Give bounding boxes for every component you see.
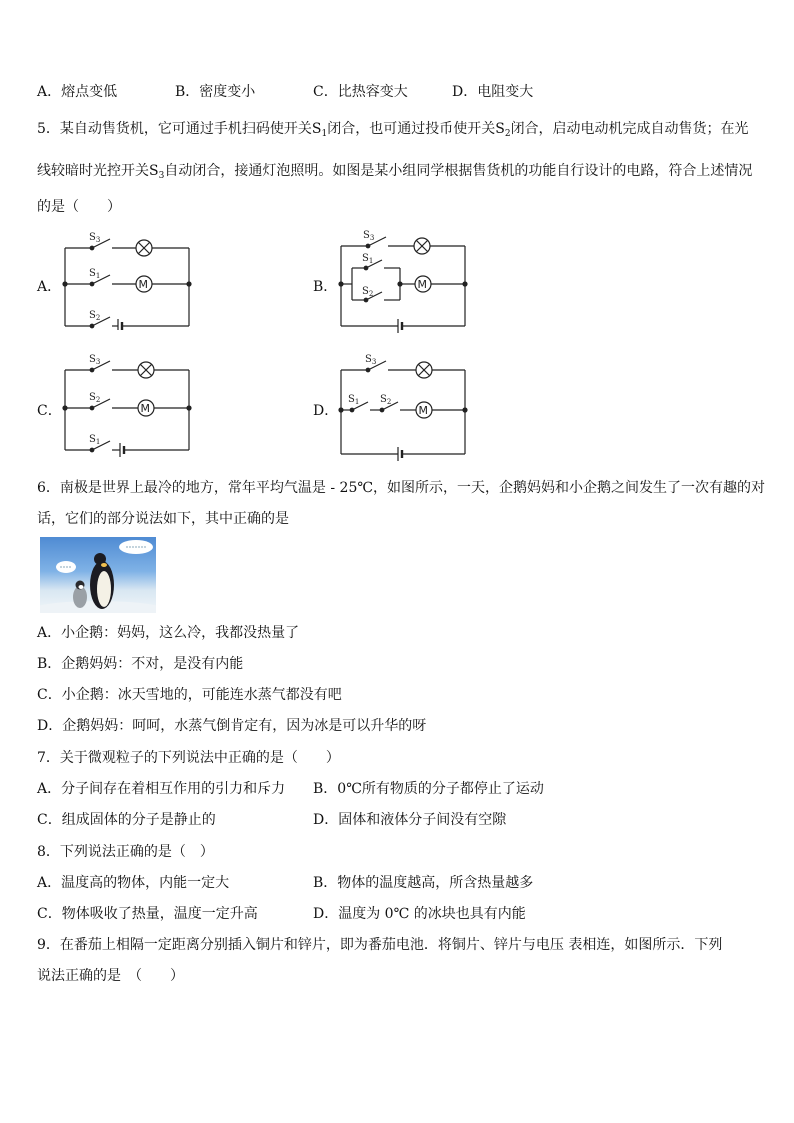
- q4-option-c: C．比热容变大: [313, 84, 408, 100]
- svg-text:S2: $S_2$: [89, 310, 101, 322]
- svg-text:S3: $S_3$: [89, 232, 101, 244]
- q5-stem-line3: 的是（ ）: [37, 199, 121, 215]
- q5-stem-line1: 5．某自动售货机，它可通过手机扫码使开关$S_1$闭合，也可通过投币使开关$S_2$闭合，启动电动机完成自动售货；在光: [37, 121, 749, 139]
- q8-stem: 8．下列说法正确的是（ ）: [37, 844, 214, 860]
- q6-option-a: A．小企鹅：妈妈，这么冷，我都没热量了: [37, 625, 300, 641]
- svg-text:S2: $S_2$: [380, 394, 392, 406]
- q4-option-d: D．电阻变大: [452, 84, 534, 100]
- q5-label-d: D．: [313, 403, 339, 419]
- svg-text:S1: $S_1$: [362, 253, 374, 265]
- circuit-diagram-c: [62, 352, 197, 457]
- svg-text:S3: $S_3$: [89, 354, 101, 366]
- q4-option-b: B．密度变小: [175, 84, 256, 100]
- q6-option-b: B．企鹅妈妈：不对，是没有内能: [37, 656, 244, 672]
- q5-label-b: B．: [313, 279, 338, 295]
- q6-stem-line1: 6．南极是世界上最冷的地方，常年平均气温是 - 25℃，如图所示，一天，企鹅妈妈和小企鹅之间发生了一次有趣的对: [37, 480, 766, 496]
- q7-stem: 7．关于微观粒子的下列说法中正确的是（ ）: [37, 750, 340, 766]
- svg-text:S2: $S_2$: [362, 286, 374, 298]
- q5-label-a: A．: [37, 279, 62, 295]
- q6-option-d: D．企鹅妈妈：呵呵，水蒸气倒肯定有，因为冰是可以升华的呀: [37, 718, 427, 734]
- q7-option-b: B．0℃所有物质的分子都停止了运动: [313, 781, 544, 797]
- q4-option-a: A．熔点变低: [37, 84, 118, 100]
- q8-option-d: D．温度为 0℃ 的冰块也具有内能: [313, 906, 526, 922]
- svg-text:M: M: [138, 278, 148, 291]
- penguin-photo: [40, 537, 156, 613]
- q8-option-b: B．物体的温度越高，所含热量越多: [313, 875, 534, 891]
- svg-text:S2: $S_2$: [89, 392, 101, 404]
- q7-option-c: C．组成固体的分子是静止的: [37, 812, 216, 828]
- q8-option-a: A．温度高的物体，内能一定大: [37, 875, 230, 891]
- q9-stem-line2: 说法正确的是 （ ）: [37, 968, 184, 984]
- q8-option-c: C．物体吸收了热量，温度一定升高: [37, 906, 258, 922]
- svg-text:S1: $S_1$: [89, 434, 101, 446]
- circuit-diagram-a: [62, 230, 197, 330]
- svg-text:M: M: [140, 402, 150, 415]
- q7-option-a: A．分子间存在着相互作用的引力和斥力: [37, 781, 286, 797]
- q5-label-c: C．: [37, 403, 62, 419]
- q7-option-d: D．固体和液体分子间没有空隙: [313, 812, 507, 828]
- q6-option-c: C．小企鹅：冰天雪地的，可能连水蒸气都没有吧: [37, 687, 342, 703]
- svg-text:M: M: [417, 278, 427, 291]
- circuit-diagram-d: [338, 352, 473, 462]
- circuit-diagram-b: [338, 228, 473, 333]
- q6-stem-line2: 话，它们的部分说法如下，其中正确的是: [37, 511, 289, 527]
- q5-stem-line2: 线较暗时光控开关$S_3$自动闭合，接通灯泡照明。如图是某小组同学根据售货机的功能自行设计的电路，符合上述情况: [37, 163, 753, 181]
- svg-text:S1: $S_1$: [348, 394, 360, 406]
- svg-text:S3: $S_3$: [363, 230, 375, 242]
- q9-stem-line1: 9．在番茄上相隔一定距离分别插入铜片和锌片，即为番茄电池．将铜片、锌片与电压 表相连，如图所示．下列: [37, 937, 723, 953]
- svg-text:M: M: [418, 404, 428, 417]
- svg-text:S3: $S_3$: [365, 354, 377, 366]
- svg-text:S1: $S_1$: [89, 268, 101, 280]
